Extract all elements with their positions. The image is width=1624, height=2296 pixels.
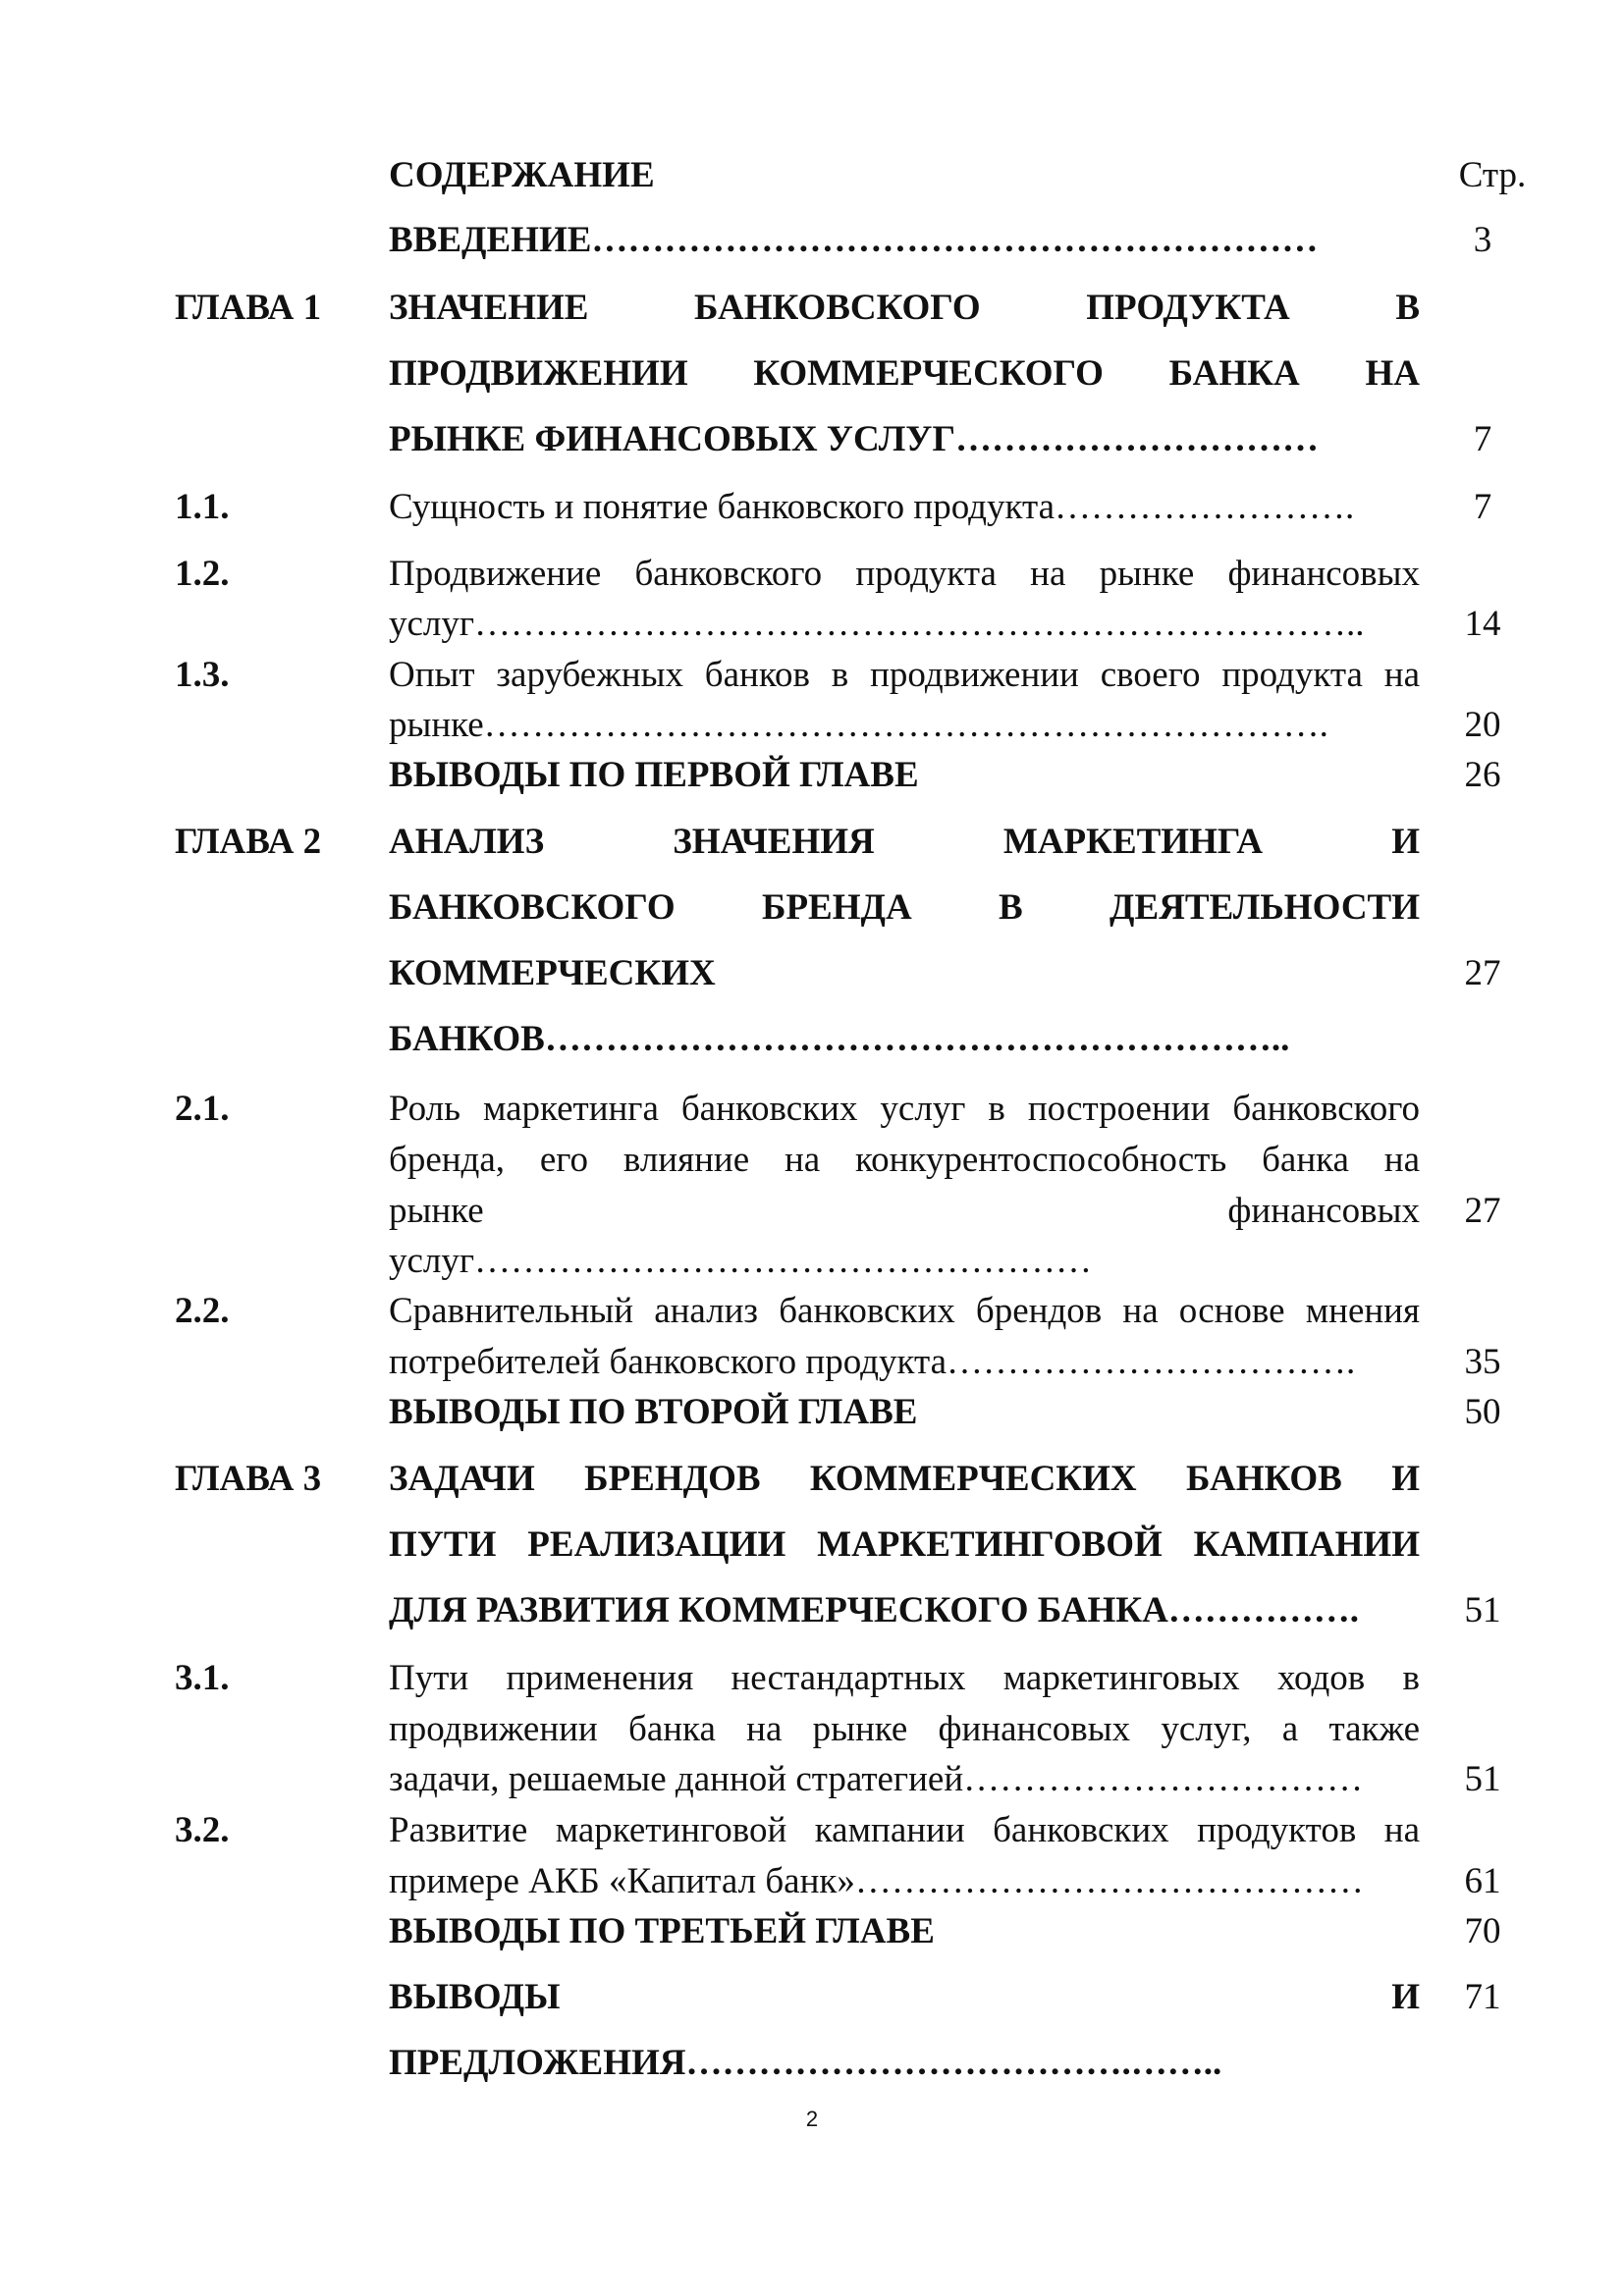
page-column-label: Стр. xyxy=(1458,155,1527,195)
chapter-1-conclusion[interactable]: ВЫВОДЫ ПО ПЕРВОЙ ГЛАВЕ xyxy=(389,755,919,795)
chapter-2-label: ГЛАВА 2 xyxy=(175,822,322,862)
section-2-1-title-line[interactable]: Роль маркетинга банковских услуг в построении банковского xyxy=(389,1089,1420,1129)
section-1-2-title-line[interactable]: услуг……………………………………………………………….. xyxy=(389,604,1365,644)
final-conclusions-line[interactable]: ПРЕДЛОЖЕНИЯ……………………………….…….. xyxy=(389,2043,1222,2083)
section-1-2-title-line[interactable]: Продвижение банковского продукта на рынке финансовых xyxy=(389,554,1420,594)
section-2-1-title-line[interactable]: рынке финансовых xyxy=(389,1191,1420,1231)
section-2-1-label: 2.1. xyxy=(175,1089,230,1129)
section-1-3-label: 1.3. xyxy=(175,655,230,695)
section-1-3-title-line[interactable]: рынке……………………………………………………………. xyxy=(389,705,1328,745)
chapter-3-title-line[interactable]: ПУТИ РЕАЛИЗАЦИИ МАРКЕТИНГОВОЙ КАМПАНИИ xyxy=(389,1524,1420,1565)
section-1-1-page: 7 xyxy=(1473,487,1492,527)
section-1-3-title-line[interactable]: Опыт зарубежных банков в продвижении своего продукта на xyxy=(389,655,1420,695)
chapter-3-title-line[interactable]: ДЛЯ РАЗВИТИЯ КОММЕРЧЕСКОГО БАНКА……………. xyxy=(389,1590,1360,1630)
chapter-2-title-line[interactable]: БАНКОВСКОГО БРЕНДА В ДЕЯТЕЛЬНОСТИ xyxy=(389,887,1420,928)
chapter-1-title-line[interactable]: РЫНКЕ ФИНАНСОВЫХ УСЛУГ………………………… xyxy=(389,419,1320,459)
section-3-1-title-line[interactable]: продвижении банка на рынке финансовых услуг, а также xyxy=(389,1709,1420,1749)
chapter-3-page: 51 xyxy=(1464,1590,1501,1630)
chapter-2-title-line[interactable]: КОММЕРЧЕСКИХ xyxy=(389,953,716,993)
section-1-3-page: 20 xyxy=(1464,705,1501,745)
chapter-3-title-line[interactable]: ЗАДАЧИ БРЕНДОВ КОММЕРЧЕСКИХ БАНКОВ И xyxy=(389,1459,1420,1499)
section-2-2-label: 2.2. xyxy=(175,1291,230,1331)
toc-entry-intro[interactable]: ВВЕДЕНИЕ…………………………………………………… xyxy=(389,220,1319,260)
section-1-1-label: 1.1. xyxy=(175,487,230,527)
chapter-2-conclusion-page: 50 xyxy=(1464,1392,1501,1432)
section-3-1-title-line[interactable]: Пути применения нестандартных маркетинговых ходов в xyxy=(389,1658,1420,1698)
section-2-1-title-line[interactable]: бренда, его влияние на конкурентоспособность банка на xyxy=(389,1140,1420,1180)
chapter-1-page: 7 xyxy=(1473,419,1492,459)
section-3-1-label: 3.1. xyxy=(175,1658,230,1698)
chapter-1-title-line[interactable]: ПРОДВИЖЕНИИ КОММЕРЧЕСКОГО БАНКА НА xyxy=(389,353,1420,394)
section-1-2-label: 1.2. xyxy=(175,554,230,594)
section-3-2-page: 61 xyxy=(1464,1861,1501,1901)
toc-title: СОДЕРЖАНИЕ xyxy=(389,155,655,195)
final-conclusions-line[interactable]: ВЫВОДЫ И xyxy=(389,1977,1420,2017)
chapter-2-title-line[interactable]: БАНКОВ…………………………………………………….. xyxy=(389,1019,1290,1059)
chapter-3-label: ГЛАВА 3 xyxy=(175,1459,322,1499)
chapter-1-title-line[interactable]: ЗНАЧЕНИЕ БАНКОВСКОГО ПРОДУКТА В xyxy=(389,288,1420,328)
section-1-1-title[interactable]: Сущность и понятие банковского продукта……………………. xyxy=(389,487,1355,527)
toc-page-intro: 3 xyxy=(1473,220,1492,260)
section-3-1-page: 51 xyxy=(1464,1759,1501,1799)
section-3-1-title-line[interactable]: задачи, решаемые данной стратегией…………………………… xyxy=(389,1759,1364,1799)
chapter-2-title-line[interactable]: АНАЛИЗ ЗНАЧЕНИЯ МАРКЕТИНГА И xyxy=(389,822,1420,862)
page-number: 2 xyxy=(805,2107,819,2131)
section-2-2-page: 35 xyxy=(1464,1342,1501,1382)
section-3-2-title-line[interactable]: примере АКБ «Капитал банк»…………………………………… xyxy=(389,1861,1364,1901)
section-2-1-title-line[interactable]: услуг…………………………………………… xyxy=(389,1241,1093,1281)
section-2-1-page: 27 xyxy=(1464,1191,1501,1231)
chapter-2-conclusion[interactable]: ВЫВОДЫ ПО ВТОРОЙ ГЛАВЕ xyxy=(389,1392,918,1432)
section-3-2-title-line[interactable]: Развитие маркетинговой кампании банковских продуктов на xyxy=(389,1810,1420,1850)
chapter-3-conclusion-page: 70 xyxy=(1464,1911,1501,1951)
section-2-2-title-line[interactable]: потребителей банковского продукта……………………………. xyxy=(389,1342,1356,1382)
section-1-2-page: 14 xyxy=(1464,604,1501,644)
chapter-3-conclusion[interactable]: ВЫВОДЫ ПО ТРЕТЬЕЙ ГЛАВЕ xyxy=(389,1911,935,1951)
section-3-2-label: 3.2. xyxy=(175,1810,230,1850)
chapter-2-page: 27 xyxy=(1464,953,1501,993)
chapter-1-conclusion-page: 26 xyxy=(1464,755,1501,795)
final-conclusions-page: 71 xyxy=(1464,1977,1501,2017)
section-2-2-title-line[interactable]: Сравнительный анализ банковских брендов на основе мнения xyxy=(389,1291,1420,1331)
chapter-1-label: ГЛАВА 1 xyxy=(175,288,322,328)
